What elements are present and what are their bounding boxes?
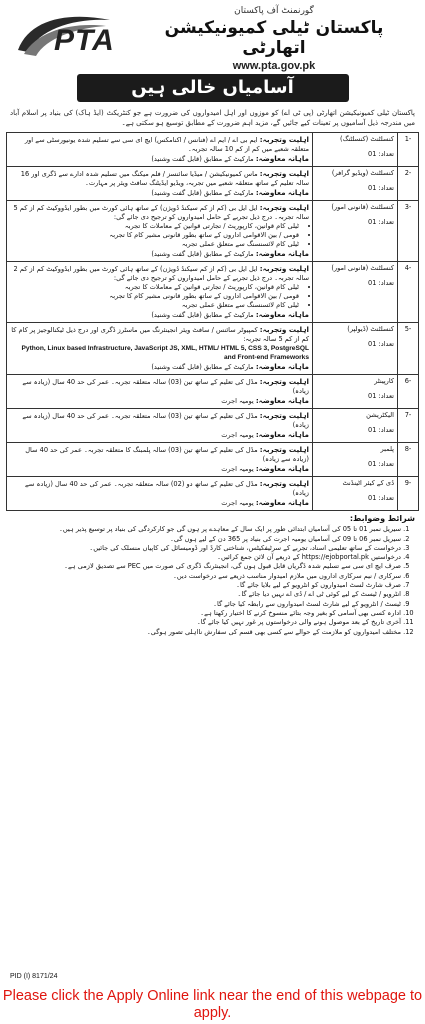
job-post bbox=[313, 167, 398, 201]
job-number: 5- bbox=[398, 323, 419, 375]
job-number: 3- bbox=[398, 201, 419, 262]
org-name: پاکستان ٹیلی کمیونیکیشن اتھارٹی bbox=[164, 18, 384, 58]
job-row bbox=[7, 262, 419, 323]
job-number: 4- bbox=[398, 262, 419, 323]
term-item: 7. صرف شارٹ لسٹ امیدواروں کو انٹرویو کے لیے بلایا جائے گا۔ bbox=[10, 581, 401, 590]
job-details bbox=[7, 201, 313, 262]
job-number: 7- bbox=[398, 409, 419, 443]
job-number: 1- bbox=[398, 133, 419, 167]
job-post bbox=[313, 409, 398, 443]
qualification-text: ایل ایل بی (کم از کم سیکنڈ ڈویژن) کے ساتھ ہائی کورٹ میں بطور ایڈووکیٹ کم از کم 5 سالہ تجربہ۔ درج ذیل تجربے کے حامل امیدواروں کو ترجیح دی جائے گی: bbox=[13, 204, 309, 221]
job-details bbox=[7, 262, 313, 323]
term-item: 11. آخری تاریخ کے بعد موصول ہونے والی درخواستوں پر غور نہیں کیا جائے گا۔ bbox=[10, 618, 401, 627]
qualification-text: ماس کمیونیکیشن / میڈیا سائنسز / فلم میکنگ میں تسلیم شدہ ادارے سے ڈگری اور 16 سالہ تعلیم کے ساتھ متعلقہ شعبے میں تجربہ، ویڈیو ایڈیٹنگ سافٹ ویئر پر مہارت۔ bbox=[20, 170, 309, 187]
salary-label: ماہانہ معاوضہ: bbox=[255, 310, 309, 319]
apply-online-notice[interactable]: Please click the Apply Online link near the end of this webpage to apply. bbox=[2, 988, 423, 1021]
job-post bbox=[313, 262, 398, 323]
preference-list bbox=[10, 222, 309, 249]
salary-label: ماہانہ معاوضہ: bbox=[255, 430, 309, 439]
post-count: تعداد: 01 bbox=[368, 460, 394, 468]
job-salary bbox=[10, 249, 309, 259]
preference-item: • قومی / بین الاقوامی اداروں کے ساتھ بطور قانونی مشیر کام کا تجربہ bbox=[10, 231, 299, 240]
header bbox=[6, 4, 419, 70]
post-name: کنسلٹنٹ (قانونی امور) bbox=[331, 203, 394, 211]
job-post bbox=[313, 375, 398, 409]
post-name: کنسلٹنٹ (کنسلٹنگ) bbox=[340, 135, 394, 143]
job-row bbox=[7, 477, 419, 511]
job-qualification bbox=[10, 479, 309, 498]
term-item: 4. درخواستیں https://ejobportal.pk کے ذریعے آن لائن جمع کرائیں۔ bbox=[10, 553, 401, 562]
job-salary bbox=[10, 464, 309, 474]
preference-item: • ٹیلی کام قوانین، کارپوریٹ / تجارتی قوانین کے معاملات کا تجربہ bbox=[10, 222, 299, 231]
website-link[interactable]: www.pta.gov.pk bbox=[232, 60, 316, 72]
job-qualification bbox=[10, 135, 309, 154]
pta-logo bbox=[10, 10, 130, 66]
post-name: کنسلٹنٹ (ڈیولپر) bbox=[347, 325, 394, 333]
job-number: 2- bbox=[398, 167, 419, 201]
qualification-label: اہلیت وتجربہ: bbox=[259, 169, 309, 178]
salary-text: مارکیٹ کے مطابق (قابل گفت وشنید) bbox=[151, 250, 254, 258]
salary-label: ماہانہ معاوضہ: bbox=[255, 154, 309, 163]
post-count: تعداد: 01 bbox=[368, 279, 394, 287]
post-name: الیکٹریشن bbox=[366, 411, 394, 419]
salary-text: مارکیٹ کے مطابق (قابل گفت وشنید) bbox=[151, 363, 254, 371]
job-qualification bbox=[10, 203, 309, 222]
preference-list bbox=[10, 283, 309, 310]
job-post bbox=[313, 201, 398, 262]
job-row bbox=[7, 443, 419, 477]
qualification-label: اہلیت وتجربہ: bbox=[259, 264, 309, 273]
post-count: تعداد: 01 bbox=[368, 340, 394, 348]
term-item: 12. مختلف امیدواروں کو ملازمت کے حوالے سے کسی بھی قسم کی سفارش نااہلی تصور ہوگی۔ bbox=[10, 628, 401, 637]
qualification-text: مڈل کی تعلیم کے ساتھ دو (02) سالہ متعلقہ تجربہ۔ عمر کی حد 40 سال (زیادہ سے زیادہ) bbox=[25, 480, 309, 497]
qualification-text: مڈل کی تعلیم کے ساتھ تین (03) سالہ پلمبنگ کا متعلقہ تجربہ۔ عمر کی حد 40 سال (زیادہ سے زیادہ) bbox=[25, 446, 309, 463]
preference-item: • ٹیلی کام لائسنسنگ سے متعلق عملی تجربہ bbox=[10, 301, 299, 310]
job-salary bbox=[10, 396, 309, 406]
salary-label: ماہانہ معاوضہ: bbox=[255, 396, 309, 405]
preference-item: • ٹیلی کام لائسنسنگ سے متعلق عملی تجربہ bbox=[10, 240, 299, 249]
terms-list bbox=[10, 525, 415, 637]
salary-text: یومیہ اجرت bbox=[221, 397, 254, 405]
job-details bbox=[7, 443, 313, 477]
job-qualification bbox=[10, 445, 309, 464]
qualification-text: کمپیوٹر سائنس / سافٹ ویئر انجینئرنگ میں ماسٹرز ڈگری اور درج ذیل ٹیکنالوجیز پر کام کا کم از کم 5 سالہ تجربہ: bbox=[11, 326, 309, 343]
pid-number: PID (I) 8171/24 bbox=[10, 973, 58, 980]
job-qualification bbox=[10, 169, 309, 188]
job-qualification bbox=[10, 264, 309, 283]
salary-text: مارکیٹ کے مطابق (قابل گفت وشنید) bbox=[151, 189, 254, 197]
job-number: 9- bbox=[398, 477, 419, 511]
post-name: پلمبر bbox=[380, 445, 394, 453]
job-row bbox=[7, 133, 419, 167]
job-details bbox=[7, 409, 313, 443]
post-count: تعداد: 01 bbox=[368, 392, 394, 400]
job-qualification bbox=[10, 411, 309, 430]
job-post bbox=[313, 477, 398, 511]
qualification-label: اہلیت وتجربہ: bbox=[259, 411, 309, 420]
salary-label: ماہانہ معاوضہ: bbox=[255, 464, 309, 473]
post-count: تعداد: 01 bbox=[368, 218, 394, 226]
post-name: کنسلٹنٹ (قانونی امور) bbox=[331, 264, 394, 272]
job-row bbox=[7, 409, 419, 443]
post-name: کنسلٹنٹ (ویڈیو گرافر) bbox=[331, 169, 394, 177]
job-post bbox=[313, 133, 398, 167]
jobs-table-body bbox=[7, 133, 419, 511]
qualification-label: اہلیت وتجربہ: bbox=[259, 135, 309, 144]
term-item: 2. سیریل نمبر 06 تا 09 کی آسامیاں یومیہ اجرت کی بنیاد پر 365 دن کے لیے ہوں گی۔ bbox=[10, 535, 401, 544]
qualification-text: ایم بی اے / ایم اے (فنانس / اکنامکس) ایچ ای سی سے تسلیم شدہ یونیورسٹی سے اور متعلقہ شعبے میں کم از کم 10 سالہ تجربہ۔ bbox=[24, 136, 309, 153]
post-name: ڈی کے کیئر اٹینڈنٹ bbox=[342, 479, 394, 487]
gov-label: گورنمنٹ آف پاکستان bbox=[234, 6, 314, 16]
term-item: 1. سیریل نمبر 01 تا 05 کی آسامیاں ابتدائی طور پر ایک سال کے معاہدے پر ہوں گی جو کارکردگی کی بنیاد پر توسیع پذیر ہیں۔ bbox=[10, 525, 401, 534]
qualification-label: اہلیت وتجربہ: bbox=[259, 445, 309, 454]
logo-text: PTA bbox=[54, 24, 115, 57]
job-number: 6- bbox=[398, 375, 419, 409]
job-post bbox=[313, 323, 398, 375]
term-item: 8. انٹرویو / ٹیسٹ کے لیے کوئی ٹی اے / ڈی اے نہیں دیا جائے گا۔ bbox=[10, 590, 401, 599]
job-advertisement bbox=[6, 4, 419, 984]
term-item: 9. ٹیسٹ / انٹرویو کے لیے شارٹ لسٹ امیدواروں سے رابطہ کیا جائے گا۔ bbox=[10, 600, 401, 609]
post-count: تعداد: 01 bbox=[368, 426, 394, 434]
vacancies-banner: آسامیاں خالی ہیں bbox=[77, 74, 349, 102]
job-row bbox=[7, 323, 419, 375]
job-salary bbox=[10, 188, 309, 198]
post-count: تعداد: 01 bbox=[368, 184, 394, 192]
term-item: 10. ادارہ کسی بھی آسامی کو بغیر وجہ بتائے منسوخ کرنے کا اختیار رکھتا ہے۔ bbox=[10, 609, 401, 618]
tech-stack: Python, Linux based Infrastructure, JavaScript JS, XML, HTML/ HTML 5, CSS 3, PostgreSQL and Front-end Frameworks bbox=[21, 345, 309, 361]
salary-text: مارکیٹ کے مطابق (قابل گفت وشنید) bbox=[151, 311, 254, 319]
jobs-table bbox=[6, 132, 419, 511]
post-name: کارپینٹر bbox=[374, 377, 394, 385]
salary-text: مارکیٹ کے مطابق (قابل گفت وشنید) bbox=[151, 155, 254, 163]
job-salary bbox=[10, 362, 309, 372]
post-count: تعداد: 01 bbox=[368, 150, 394, 158]
job-qualification bbox=[10, 325, 309, 344]
salary-label: ماہانہ معاوضہ: bbox=[255, 188, 309, 197]
salary-text: یومیہ اجرت bbox=[221, 499, 254, 507]
job-row bbox=[7, 375, 419, 409]
salary-text: یومیہ اجرت bbox=[221, 465, 254, 473]
terms-title: شرائط وضوابط: bbox=[349, 514, 415, 523]
qualification-label: اہلیت وتجربہ: bbox=[259, 203, 309, 212]
salary-label: ماہانہ معاوضہ: bbox=[255, 362, 309, 371]
job-details bbox=[7, 323, 313, 375]
job-row bbox=[7, 167, 419, 201]
salary-label: ماہانہ معاوضہ: bbox=[255, 249, 309, 258]
org-block bbox=[139, 6, 409, 72]
job-salary bbox=[10, 430, 309, 440]
terms-section bbox=[6, 511, 419, 637]
job-row bbox=[7, 201, 419, 262]
job-details bbox=[7, 167, 313, 201]
job-salary bbox=[10, 310, 309, 320]
qualification-text: مڈل کی تعلیم کے ساتھ تین (03) سالہ متعلقہ تجربہ۔ عمر کی حد 40 سال (زیادہ سے زیادہ) bbox=[22, 378, 309, 395]
qualification-text: مڈل کی تعلیم کے ساتھ تین (03) سالہ متعلقہ تجربہ۔ عمر کی حد 40 سال (زیادہ سے زیادہ) bbox=[22, 412, 309, 429]
job-salary bbox=[10, 154, 309, 164]
job-details bbox=[7, 133, 313, 167]
term-item: 5. صرف ایچ ای سی سے تسلیم شدہ ڈگریاں قابل قبول ہوں گی، انجینئرنگ ڈگری کی صورت میں PEC سے تصدیق لازمی ہے۔ bbox=[10, 562, 401, 571]
preference-item: • ٹیلی کام قوانین، کارپوریٹ / تجارتی قوانین کے معاملات کا تجربہ bbox=[10, 283, 299, 292]
job-number: 8- bbox=[398, 443, 419, 477]
salary-label: ماہانہ معاوضہ: bbox=[255, 498, 309, 507]
job-post bbox=[313, 443, 398, 477]
intro-text: پاکستان ٹیلی کمیونیکیشن اتھارٹی (پی ٹی اے) کو موزوں اور اہل امیدواروں کی ضرورت ہے جو کنٹریکٹ (ایڈ ہاک) کی بنیاد پر اسلام آباد میں مندرجہ ذیل آسامیوں پر تعینات کیے جائیں گے، مزید اہم ضرورت کے مطابق توسیع ہو سکتی ہے۔ bbox=[10, 109, 415, 127]
qualification-label: اہلیت وتجربہ: bbox=[259, 479, 309, 488]
preference-item: • قومی / بین الاقوامی اداروں کے ساتھ بطور قانونی مشیر کام کا تجربہ bbox=[10, 292, 299, 301]
post-count: تعداد: 01 bbox=[368, 494, 394, 502]
salary-text: یومیہ اجرت bbox=[221, 431, 254, 439]
job-salary bbox=[10, 498, 309, 508]
qualification-label: اہلیت وتجربہ: bbox=[259, 377, 309, 386]
job-details bbox=[7, 477, 313, 511]
job-qualification bbox=[10, 377, 309, 396]
job-details bbox=[7, 375, 313, 409]
term-item: 6. سرکاری / نیم سرکاری اداروں میں ملازم امیدوار مناسب ذریعے سے درخواست دیں۔ bbox=[10, 572, 401, 581]
term-item: 3. درخواست کے ساتھ تعلیمی اسناد، تجربے کے سرٹیفکیٹس، شناختی کارڈ اور ڈومیسائل کی کاپیاں منسلک کی جائیں۔ bbox=[10, 544, 401, 553]
qualification-label: اہلیت وتجربہ: bbox=[259, 325, 309, 334]
qualification-text: ایل ایل بی (کم از کم سیکنڈ ڈویژن) کے ساتھ ہائی کورٹ میں بطور ایڈووکیٹ کم از کم 2 سالہ تجربہ۔ درج ذیل تجربے کے حامل امیدواروں کو ترجیح دی جائے گی: bbox=[13, 265, 309, 282]
